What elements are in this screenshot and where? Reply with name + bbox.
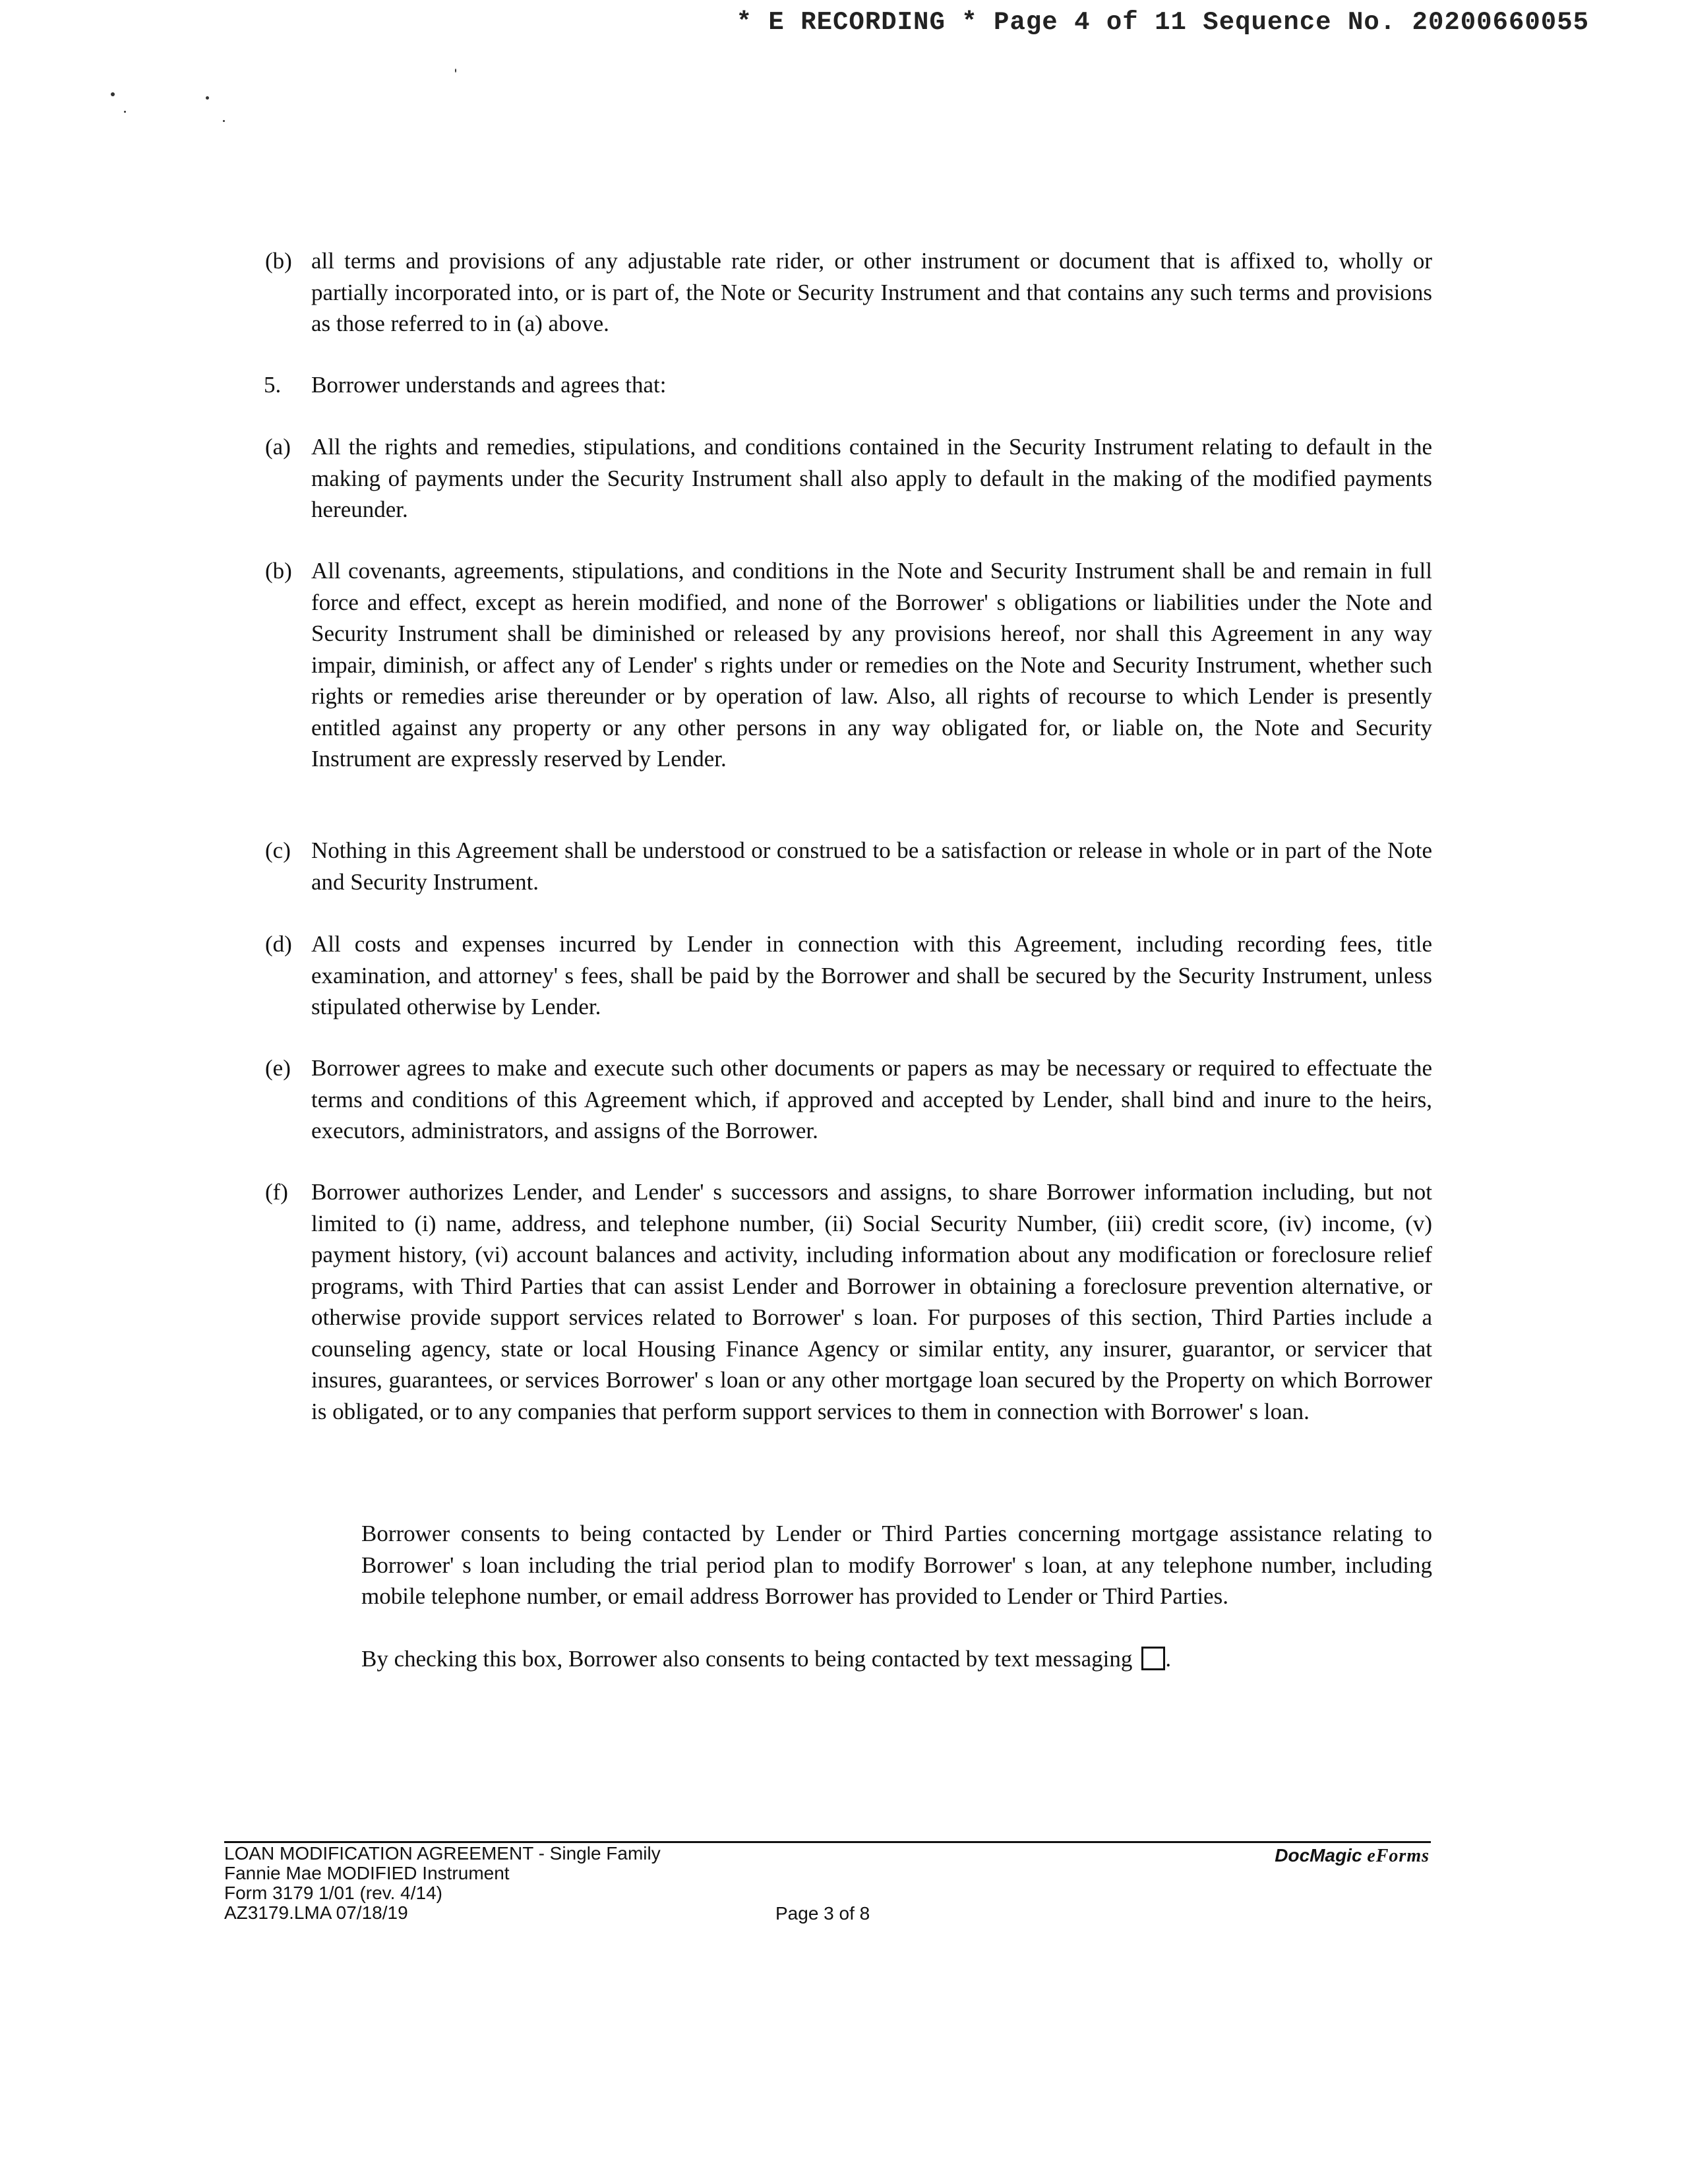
clause-marker: (e) xyxy=(265,1055,291,1081)
checkbox-suffix: . xyxy=(1165,1646,1172,1672)
recording-header: * E RECORDING * Page 4 of 11 Sequence No. 20200660055 xyxy=(736,8,1589,37)
clause-text: Nothing in this Agreement shall be understood or construed to be a satisfaction or release in whole or in part of the Note and Security Instrument. xyxy=(311,837,1432,895)
clause-5c xyxy=(265,835,1432,897)
footer-line: AZ3179.LMA 07/18/19 xyxy=(224,1902,408,1923)
footer-brand-logo xyxy=(1275,1845,1430,1867)
clause-marker: (f) xyxy=(265,1179,288,1205)
clause-text: All the rights and remedies, stipulations, and conditions contained in the Security Instrument relating to default in the making of payments under the Security Instrument shall also apply to default in the making of the modified payments hereunder. xyxy=(311,434,1432,522)
clause-marker: (c) xyxy=(265,837,291,863)
clause-5d xyxy=(265,928,1432,1023)
brand-suffix: eForms xyxy=(1367,1846,1430,1866)
clause-text: all terms and provisions of any adjustable rate rider, or other instrument or document that is affixed to, wholly or partially incorporated into, or is part of, the Note or Security Instrument and that contains any such terms and provisions as those referred to in (a) above. xyxy=(311,248,1432,336)
clause-marker: (d) xyxy=(265,931,292,957)
clause-marker: (b) xyxy=(265,248,292,274)
clause-5b xyxy=(265,555,1432,775)
section-number: 5. xyxy=(264,372,282,398)
brand-name: DocMagic xyxy=(1275,1845,1362,1866)
clause-5a xyxy=(265,431,1432,526)
checkbox-label: By checking this box, Borrower also consents to being contacted by text messaging xyxy=(361,1646,1133,1672)
section-text: Borrower understands and agrees that: xyxy=(311,372,667,398)
footer-form-info xyxy=(224,1844,661,1923)
clause-text: Borrower agrees to make and execute such other documents or papers as may be necessary or required to effectuate the terms and conditions of this Agreement which, if approved and accepted by Lender, shall bind and inure to the heirs, executors, administrators, and assigns of the Borrower. xyxy=(311,1055,1432,1143)
clause-text: Borrower authorizes Lender, and Lender' s successors and assigns, to share Borrower information including, but not limited to (i) name, address, and telephone number, (ii) Social Security Number, (iii) credit score, (iv) income, (v) payment history, (vi) account balances and activity, including information about any modification or foreclosure relief programs, with Third Parties that can assist Lender and Borrower in obtaining a foreclosure prevention alternative, or otherwise provide support services related to Borrower' s loan. For purposes of this section, Third Parties include a counseling agency, state or local Housing Finance Agency or similar entity, any insurer, guarantor, or servicer that insures, guarantees, or services Borrower' s loan or any other mortgage loan secured by the Property on which Borrower is obligated, or to any companies that perform support services to them in connection with Borrower' s loan. xyxy=(311,1179,1432,1424)
consent-paragraph: Borrower consents to being contacted by Lender or Third Parties concerning mortgage assistance relating to Borrower' s loan including the trial period plan to modify Borrower' s loan, at any telephone number, including mobile telephone number, or email address Borrower has provided to Lender or Third Parties. xyxy=(361,1521,1432,1609)
footer-page-number: Page 3 of 8 xyxy=(775,1903,870,1924)
section-5-heading xyxy=(264,369,1432,401)
clause-marker: (b) xyxy=(265,558,292,584)
footer-line: Form 3179 1/01 (rev. 4/14) xyxy=(224,1883,442,1903)
scan-speck xyxy=(455,69,456,73)
clause-text: All costs and expenses incurred by Lender in connection with this Agreement, including recording fees, title examination, and attorney' s fees, shall be paid by the Borrower and shall be secured by the Security Instrument, unless stipulated otherwise by Lender. xyxy=(311,931,1432,1019)
scan-speck xyxy=(124,111,126,113)
text-messaging-checkbox[interactable] xyxy=(1141,1647,1165,1670)
footer-line: Fannie Mae MODIFIED Instrument xyxy=(224,1863,510,1883)
scan-speck xyxy=(206,96,209,100)
clause-marker: (a) xyxy=(265,434,291,460)
scan-speck xyxy=(111,92,115,96)
footer-line: LOAN MODIFICATION AGREEMENT - Single Family xyxy=(224,1843,661,1864)
clause-text: All covenants, agreements, stipulations, and conditions in the Note and Security Instrument shall be and remain in full force and effect, except as herein modified, and none of the Borrower' s obligations or liabilities under the Note and Security Instrument shall be diminished or released by any provisions hereof, nor shall this Agreement in any way impair, diminish, or affect any of Lender' s rights under or remedies on the Note and Security Instrument, whether such rights or remedies arise thereunder or by operation of law. Also, all rights of recourse to which Lender is presently entitled against any property or any other persons in any way obligated for, or liable on, the Note and Security Instrument are expressly reserved by Lender. xyxy=(311,558,1432,772)
clause-5f xyxy=(265,1176,1432,1427)
scan-speck xyxy=(223,120,225,122)
text-messaging-consent xyxy=(361,1643,1432,1675)
clause-5e xyxy=(265,1052,1432,1147)
clause-4b xyxy=(265,245,1432,340)
